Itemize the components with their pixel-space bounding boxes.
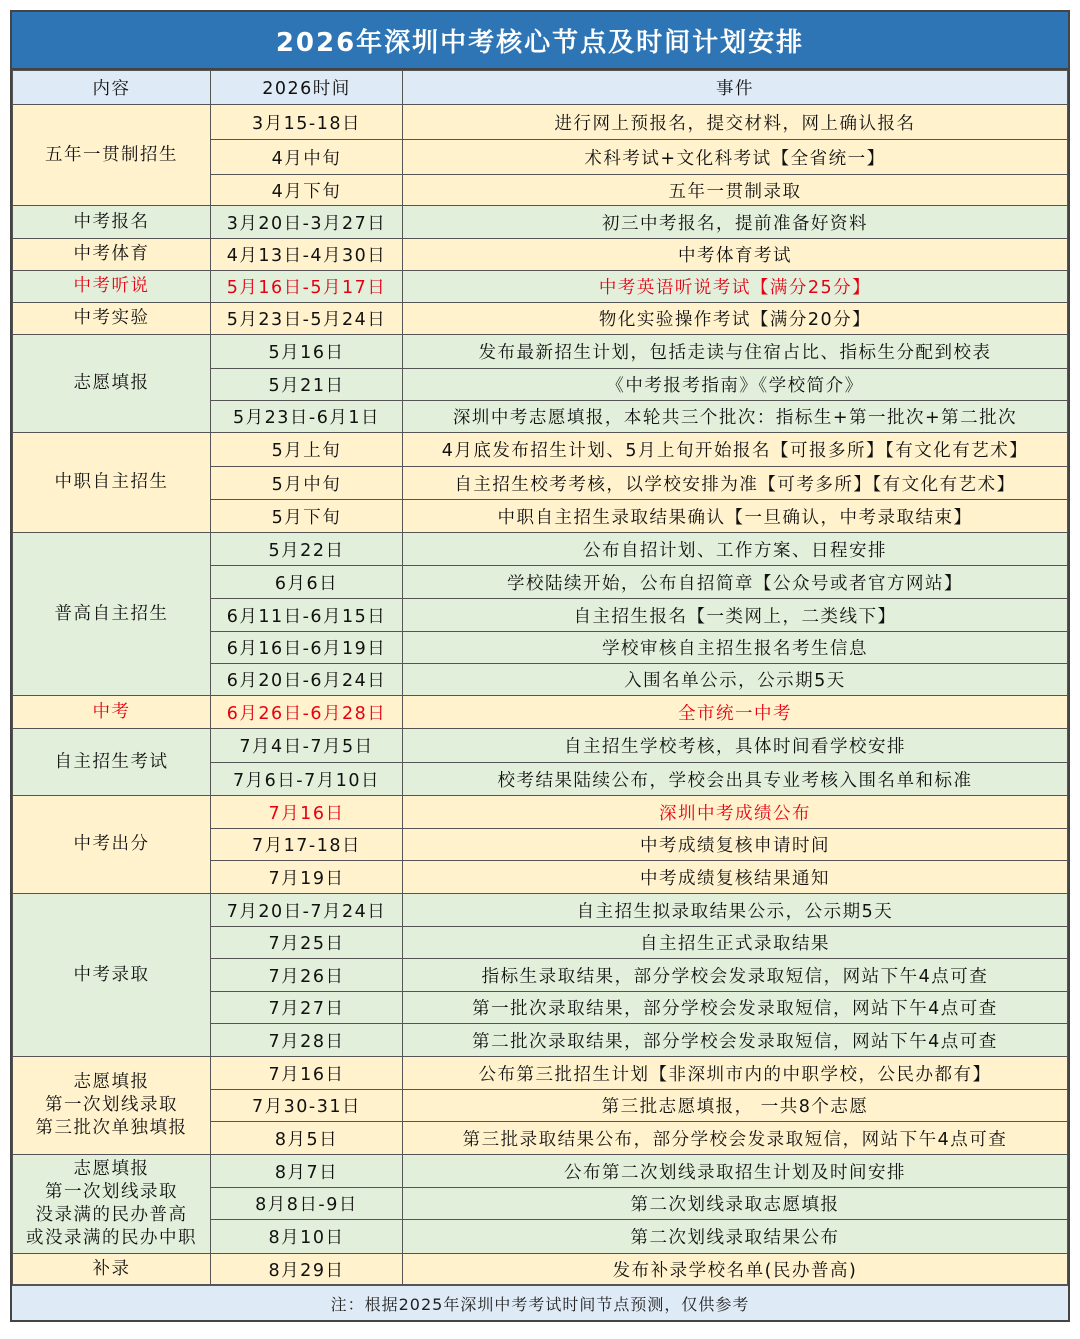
event-cell: 全市统一中考 — [403, 696, 1068, 729]
time-cell: 4月13日-4月30日 — [211, 239, 403, 271]
event-cell: 中考成绩复核结果通知 — [403, 861, 1068, 894]
category-cell: 补录 — [13, 1254, 211, 1285]
event-cell: 中职自主招生录取结果确认【一旦确认，中考录取结束】 — [403, 500, 1068, 533]
header-event: 事件 — [403, 71, 1068, 105]
table-row — [13, 271, 1068, 303]
category-cell: 中职自主招生 — [13, 433, 211, 533]
category-cell: 中考报名 — [13, 206, 211, 239]
event-cell: 中考英语听说考试【满分25分】 — [403, 271, 1068, 303]
category-cell: 普高自主招生 — [13, 533, 211, 696]
event-cell: 自主招生正式录取结果 — [403, 927, 1068, 959]
event-cell: 自主招生报名【一类网上，二类线下】 — [403, 599, 1068, 632]
time-cell: 5月21日 — [211, 369, 403, 401]
time-cell: 5月16日 — [211, 335, 403, 369]
event-cell: 公布第二次划线录取招生计划及时间安排 — [403, 1155, 1068, 1188]
event-cell: 第一批次录取结果，部分学校会发录取短信，网站下午4点可查 — [403, 992, 1068, 1024]
event-cell: 第二批次录取结果，部分学校会发录取短信，网站下午4点可查 — [403, 1024, 1068, 1057]
event-cell: 《中考报考指南》《学校简介》 — [403, 369, 1068, 401]
time-cell: 4月中旬 — [211, 140, 403, 175]
time-cell: 6月16日-6月19日 — [211, 632, 403, 664]
time-cell: 5月23日-6月1日 — [211, 401, 403, 433]
event-cell: 自主招生校考考核，以学校安排为准【可考多所】【有文化有艺术】 — [403, 467, 1068, 500]
event-cell: 术科考试+文化科考试【全省统一】 — [403, 140, 1068, 175]
table-row — [13, 1254, 1068, 1285]
event-cell: 指标生录取结果，部分学校会发录取短信，网站下午4点可查 — [403, 959, 1068, 992]
table-row — [13, 206, 1068, 239]
event-cell: 发布补录学校名单(民办普高) — [403, 1254, 1068, 1285]
category-cell: 中考体育 — [13, 239, 211, 271]
time-cell: 4月下旬 — [211, 175, 403, 206]
event-cell: 入围名单公示，公示期5天 — [403, 664, 1068, 696]
table-row — [13, 729, 1068, 763]
event-cell: 自主招生学校考核，具体时间看学校安排 — [403, 729, 1068, 763]
time-cell: 6月11日-6月15日 — [211, 599, 403, 632]
header-row — [13, 71, 1068, 105]
time-cell: 7月28日 — [211, 1024, 403, 1057]
event-cell: 初三中考报名，提前准备好资料 — [403, 206, 1068, 239]
event-cell: 发布最新招生计划，包括走读与住宿占比、指标生分配到校表 — [403, 335, 1068, 369]
time-cell: 6月26日-6月28日 — [211, 696, 403, 729]
time-cell: 7月27日 — [211, 992, 403, 1024]
event-cell: 物化实验操作考试【满分20分】 — [403, 303, 1068, 335]
time-cell: 5月23日-5月24日 — [211, 303, 403, 335]
category-cell: 中考实验 — [13, 303, 211, 335]
header-time: 2026时间 — [211, 71, 403, 105]
event-cell: 学校审核自主招生报名考生信息 — [403, 632, 1068, 664]
category-cell: 中考 — [13, 696, 211, 729]
header-category: 内容 — [13, 71, 211, 105]
table-row — [13, 1155, 1068, 1188]
schedule-sheet — [10, 10, 1070, 1322]
table-row — [13, 303, 1068, 335]
time-cell: 7月6日-7月10日 — [211, 763, 403, 796]
event-cell: 中考成绩复核申请时间 — [403, 829, 1068, 861]
event-cell: 深圳中考成绩公布 — [403, 796, 1068, 829]
event-cell: 深圳中考志愿填报，本轮共三个批次：指标生+第一批次+第二批次 — [403, 401, 1068, 433]
time-cell: 8月5日 — [211, 1122, 403, 1155]
time-cell: 7月4日-7月5日 — [211, 729, 403, 763]
time-cell: 5月中旬 — [211, 467, 403, 500]
event-cell: 校考结果陆续公布，学校会出具专业考核入围名单和标准 — [403, 763, 1068, 796]
time-cell: 7月30-31日 — [211, 1090, 403, 1122]
time-cell: 5月上旬 — [211, 433, 403, 467]
event-cell: 学校陆续开始，公布自招简章【公众号或者官方网站】 — [403, 566, 1068, 599]
time-cell: 7月16日 — [211, 1057, 403, 1090]
time-cell: 7月25日 — [211, 927, 403, 959]
category-cell: 中考听说 — [13, 271, 211, 303]
time-cell: 7月20日-7月24日 — [211, 894, 403, 927]
schedule-body — [13, 105, 1068, 1285]
time-cell: 8月7日 — [211, 1155, 403, 1188]
footnote: 注：根据2025年深圳中考考试时间节点预测，仅供参考 — [12, 1285, 1068, 1320]
time-cell: 5月16日-5月17日 — [211, 271, 403, 303]
event-cell: 自主招生拟录取结果公示，公示期5天 — [403, 894, 1068, 927]
category-cell: 自主招生考试 — [13, 729, 211, 796]
table-row — [13, 696, 1068, 729]
event-cell: 4月底发布招生计划、5月上旬开始报名【可报多所】【有文化有艺术】 — [403, 433, 1068, 467]
table-row — [13, 894, 1068, 927]
time-cell: 8月10日 — [211, 1220, 403, 1254]
page-title: 2026年深圳中考核心节点及时间计划安排 — [12, 12, 1068, 70]
event-cell: 中考体育考试 — [403, 239, 1068, 271]
time-cell: 3月20日-3月27日 — [211, 206, 403, 239]
event-cell: 第三批志愿填报， 一共8个志愿 — [403, 1090, 1068, 1122]
table-row — [13, 433, 1068, 467]
event-cell: 进行网上预报名，提交材料，网上确认报名 — [403, 105, 1068, 140]
category-cell: 中考出分 — [13, 796, 211, 894]
category-cell: 中考录取 — [13, 894, 211, 1057]
table-row — [13, 335, 1068, 369]
time-cell: 7月17-18日 — [211, 829, 403, 861]
table-row — [13, 796, 1068, 829]
event-cell: 第二次划线录取志愿填报 — [403, 1188, 1068, 1220]
category-cell: 五年一贯制招生 — [13, 105, 211, 206]
time-cell: 3月15-18日 — [211, 105, 403, 140]
category-cell: 志愿填报 第一次划线录取 没录满的民办普高 或没录满的民办中职 — [13, 1155, 211, 1254]
category-cell: 志愿填报 — [13, 335, 211, 433]
table-row — [13, 1057, 1068, 1090]
time-cell: 8月29日 — [211, 1254, 403, 1285]
time-cell: 6月6日 — [211, 566, 403, 599]
time-cell: 7月16日 — [211, 796, 403, 829]
schedule-table — [12, 70, 1068, 1285]
event-cell: 公布第三批招生计划【非深圳市内的中职学校，公民办都有】 — [403, 1057, 1068, 1090]
time-cell: 5月22日 — [211, 533, 403, 566]
table-row — [13, 105, 1068, 140]
event-cell: 五年一贯制录取 — [403, 175, 1068, 206]
event-cell: 公布自招计划、工作方案、日程安排 — [403, 533, 1068, 566]
time-cell: 8月8日-9日 — [211, 1188, 403, 1220]
event-cell: 第二次划线录取结果公布 — [403, 1220, 1068, 1254]
table-row — [13, 239, 1068, 271]
category-cell: 志愿填报 第一次划线录取 第三批次单独填报 — [13, 1057, 211, 1155]
time-cell: 7月19日 — [211, 861, 403, 894]
time-cell: 7月26日 — [211, 959, 403, 992]
time-cell: 5月下旬 — [211, 500, 403, 533]
event-cell: 第三批录取结果公布，部分学校会发录取短信，网站下午4点可查 — [403, 1122, 1068, 1155]
time-cell: 6月20日-6月24日 — [211, 664, 403, 696]
table-row — [13, 533, 1068, 566]
